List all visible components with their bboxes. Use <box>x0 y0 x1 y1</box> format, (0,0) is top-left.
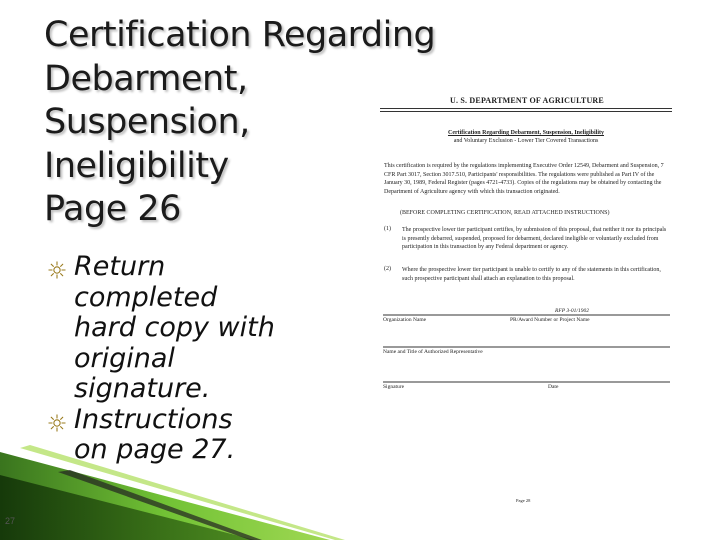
bullet-line: hard copy with <box>74 312 275 343</box>
form-agency: U. S. DEPARTMENT OF AGRICULTURE <box>450 96 604 105</box>
form-item-text: The prospective lower tier participant certifies, by submission of this proposal, that neither it nor its principals is presently debarred, suspended, proposed for debarment, declared ineligible or voluntarily excluded from participation in this transaction by any Federal department or agency. <box>402 227 667 251</box>
title-line: Ineligibility <box>44 145 229 186</box>
sunburst-bullet-icon <box>48 414 66 432</box>
title-line: Suspension, <box>44 102 250 142</box>
form-subtitle: and Voluntary Exclusion - Lower Tier Covered Transactions <box>453 138 599 144</box>
sunburst-bullet-icon <box>48 261 66 279</box>
bullet-line: signature. <box>74 373 211 404</box>
pr-award-label: PR/Award Number or Project Name <box>510 317 590 323</box>
bullet-line: on page 27. <box>74 434 236 465</box>
bullet-line: Return <box>74 251 166 282</box>
title-line: Certification Regarding <box>44 15 436 55</box>
bullet-item <box>48 252 338 405</box>
form-item-number: (1) <box>384 226 391 232</box>
form-item-number: (2) <box>384 266 391 272</box>
bullet-line: original <box>74 342 175 374</box>
page-number: 27 <box>5 516 16 526</box>
form-item-text: Where the prospective lower tier participant is unable to certify to any of the statements in this certification, such prospective participant shall attach an explanation to this proposal. <box>402 267 661 282</box>
form-signature-lines <box>380 90 675 390</box>
signature-label: Signature <box>383 384 405 390</box>
bullet-line: Instructions <box>74 403 233 435</box>
title-line: Debarment, <box>44 58 248 99</box>
bullet-item <box>48 405 338 466</box>
certification-form-image <box>380 90 675 510</box>
bullet-list <box>48 252 338 466</box>
form-title: Certification Regarding Debarment, Suspension, Ineligibility <box>447 130 604 136</box>
form-instructions-note: (BEFORE COMPLETING CERTIFICATION, READ ATTACHED INSTRUCTIONS) <box>400 210 610 216</box>
name-title-label: Name and Title of Authorized Representative <box>383 349 483 355</box>
bullet-line: completed <box>74 281 218 313</box>
organization-label: Organization Name <box>383 317 427 323</box>
form-intro: This certification is required by the regulations implementing Executive Order 12549, Debarment and Suspension, 7 CFR Part 3017, Section 3017.510, Participants' responsibilities. The regulations were published as Part IV of the January 30, 1989, Federal Register (pages 4721-4733). Copies of the regulations may be obtained by contacting the Department of Agriculture agency with which this transaction originated. <box>384 163 664 195</box>
form-page-footer: Page 28 <box>516 498 531 503</box>
title-line: Page 26 <box>44 189 181 229</box>
form-reference: RFP 3-01/1902 <box>555 308 589 314</box>
date-label: Date <box>548 384 559 390</box>
